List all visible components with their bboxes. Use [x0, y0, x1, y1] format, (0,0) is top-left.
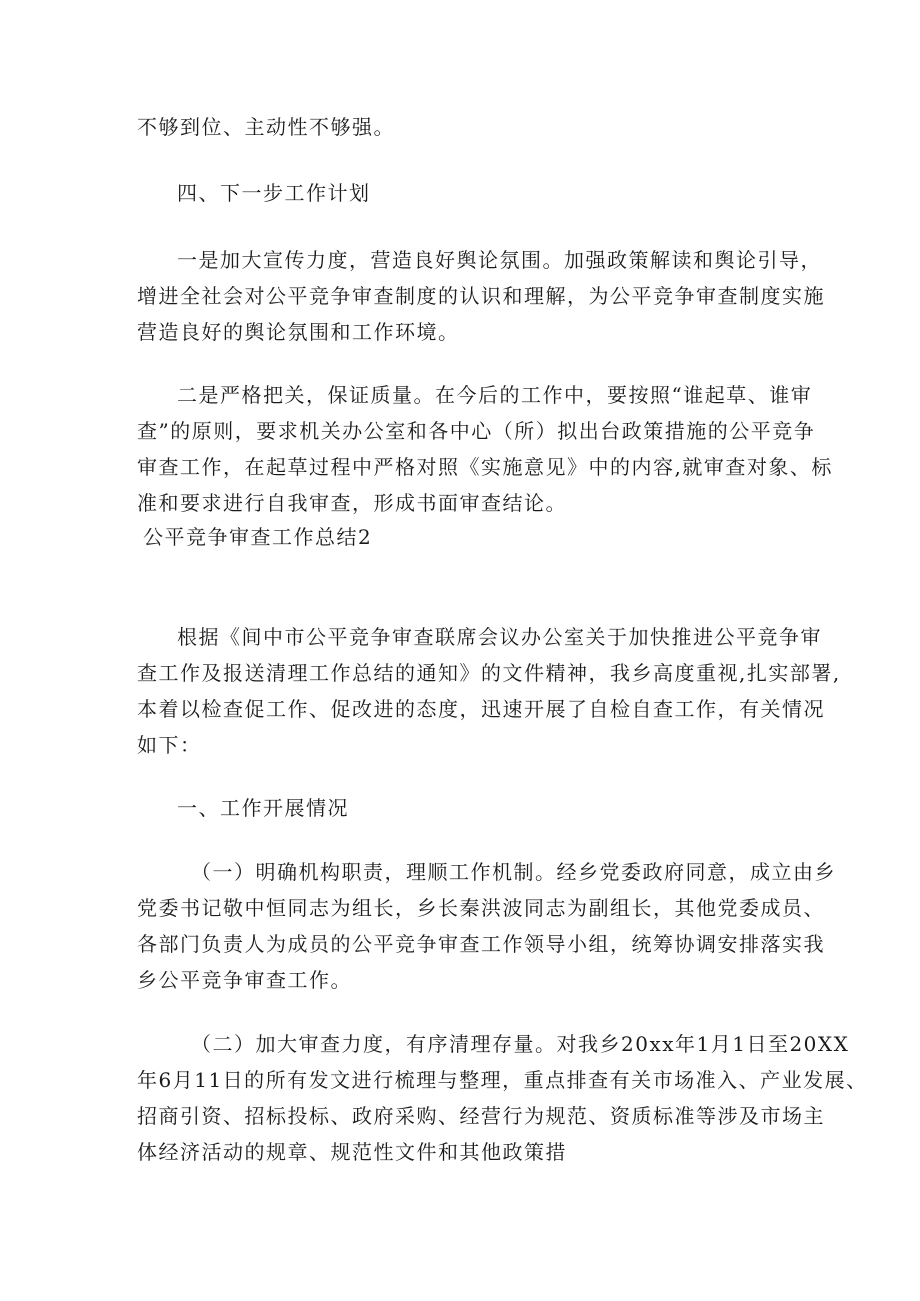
paragraph-line: 本着以检查促工作、促改进的态度，迅速开展了自检自查工作，有关情况: [137, 697, 825, 721]
paragraph-line: （二）加大审查力度，有序清理存量。对我乡20xx年1月1日至20XX: [191, 1032, 850, 1056]
paragraph-line: 审查工作，在起草过程中严格对照《实施意见》中的内容,就审查对象、标: [137, 455, 833, 479]
paragraph-line: 营造良好的舆论氛围和工作环境。: [137, 320, 460, 344]
paragraph-line: 查工作及报送清理工作总结的通知》的文件精神，我乡高度重视,扎实部署,: [137, 661, 841, 685]
paragraph-line: 一是加大宣传力度，营造良好舆论氛围。加强政策解读和舆论引导，: [177, 248, 822, 272]
paragraph-line: 体经济活动的规章、规范性文件和其他政策措: [137, 1140, 567, 1164]
paragraph-line: （一）明确机构职责，理顺工作机制。经乡党委政府同意，成立由乡: [191, 860, 836, 884]
paragraph-line: 二是严格把关，保证质量。在今后的工作中，要按照“谁起草、谁审: [177, 383, 813, 407]
paragraph-line: 不够到位、主动性不够强。: [137, 115, 395, 139]
paragraph-line: 各部门负责人为成员的公平竞争审查工作领导小组，统筹协调安排落实我: [137, 932, 825, 956]
paragraph-line: 年6月11日的所有发文进行梳理与整理，重点排查有关市场准入、产业发展、: [137, 1068, 868, 1092]
paragraph-line: 准和要求进行自我审查，形成书面审查结论。: [137, 491, 567, 515]
section-heading: 一、工作开展情况: [177, 796, 349, 820]
paragraph-line: 查”的原则，要求机关办公室和各中心（所）拟出台政策措施的公平竞争: [137, 419, 816, 443]
paragraph-line: 如下：: [137, 733, 202, 757]
paragraph-line: 招商引资、招标投标、政府采购、经营行为规范、资质标准等涉及市场主: [137, 1104, 825, 1128]
paragraph-line: 根据《间中市公平竞争审查联席会议办公室关于加快推进公平竞争审: [177, 625, 822, 649]
paragraph-line: 党委书记敬中恒同志为组长，乡长秦洪波同志为副组长，其他党委成员、: [137, 896, 825, 920]
document-subtitle: 公平竞争审查工作总结2: [143, 525, 373, 549]
paragraph-line: 增进全社会对公平竞争审查制度的认识和理解，为公平竞争审查制度实施: [137, 284, 825, 308]
section-heading: 四、下一步工作计划: [177, 181, 371, 205]
paragraph-line: 乡公平竞争审查工作。: [137, 968, 352, 992]
